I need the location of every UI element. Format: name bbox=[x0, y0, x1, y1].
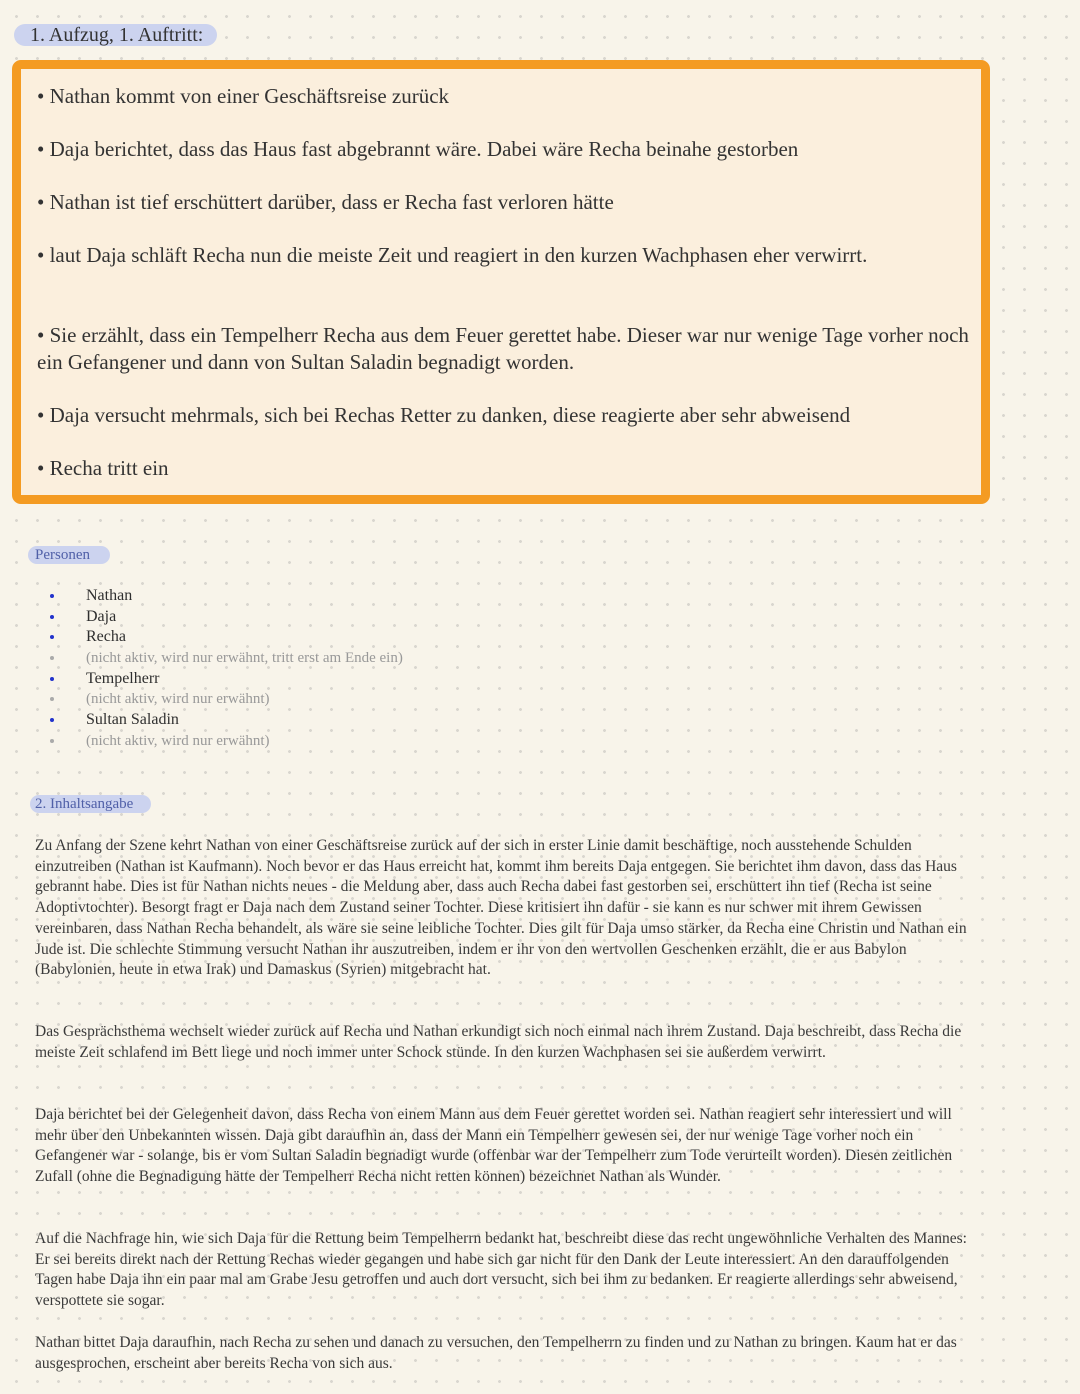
summary-paragraph: Daja berichtet bei der Gelegenheit davon, dass Recha von einem Mann aus dem Feuer gerettet worden sei. Nathan reagiert sehr interessiert und will mehr über den Unbekannten wissen. Daja gibt daraufhin an, dass der Mann ein Tempelherr gewesen sei, der nur wenige Tage vorher noch ein Gefangener war - solange, bis er vom Sultan Saladin begnadigt wurde (offenbar war der Tempelherr zum Tode verurteilt worden). Diesen zeitlichen Zufall (ohne die Begnadigung hätte der Tempelherr Recha nicht retten können) bezeichnet Nathan als Wunder. bbox=[35, 1106, 953, 1186]
list-item bbox=[48, 586, 403, 607]
list-item bbox=[48, 627, 403, 648]
person-name: Nathan bbox=[86, 587, 133, 604]
summary-bullet: • Daja berichtet, dass das Haus fast abgebrannt wäre. Dabei wäre Recha beinahe gestorben bbox=[37, 137, 799, 161]
summary-paragraph: Nathan bittet Daja daraufhin, nach Recha zu sehen und danach zu versuchen, den Tempelherrn zu finden und zu Nathan zu bringen. Kaum hat er das ausgesprochen, erscheint aber bereits Recha von sich aus. bbox=[35, 1334, 957, 1372]
person-name: Sultan Saladin bbox=[86, 711, 179, 729]
bullet-dot-icon bbox=[50, 677, 54, 681]
person-name: Tempelherr bbox=[86, 669, 160, 687]
bullet-dot-icon bbox=[50, 718, 54, 722]
summary-bullet: • Nathan ist tief erschüttert darüber, dass er Recha fast verloren hätte bbox=[37, 190, 614, 214]
summary-box bbox=[12, 60, 990, 504]
list-item bbox=[48, 710, 403, 731]
bullet-dot-icon bbox=[50, 615, 54, 619]
persons-list bbox=[48, 586, 403, 752]
section-heading-aufzug: 1. Aufzug, 1. Auftritt: bbox=[14, 24, 217, 46]
bullet-dot-icon bbox=[50, 656, 54, 660]
list-item bbox=[48, 607, 403, 628]
bullet-dot-icon bbox=[50, 697, 54, 701]
person-name: Recha bbox=[86, 628, 126, 646]
list-item bbox=[48, 689, 403, 710]
summary-bullet: • Daja versucht mehrmals, sich bei Rechas Retter zu danken, diese reagierte aber sehr abweisend bbox=[37, 403, 851, 427]
summary-bullet: • Recha tritt ein bbox=[37, 456, 169, 480]
bullet-dot-icon bbox=[50, 739, 54, 743]
section-heading-inhaltsangabe: 2. Inhaltsangabe bbox=[30, 795, 151, 813]
summary-paragraph: Das Gesprächsthema wechselt wieder zurück auf Recha und Nathan erkundigt sich noch einmal nach ihrem Zustand. Daja beschreibt, dass Recha die meiste Zeit schlafend im Bett liege und noch immer unter Schock stünde. In den kurzen Wachphasen sei sie außerdem verwirrt. bbox=[35, 1023, 962, 1061]
summary-bullet: • laut Daja schläft Recha nun die meiste Zeit und reagiert in den kurzen Wachphasen eher verwirrt. bbox=[37, 243, 868, 267]
list-item bbox=[48, 731, 403, 752]
person-name: Daja bbox=[86, 607, 117, 625]
summary-bullet: • Sie erzählt, dass ein Tempelherr Recha aus dem Feuer gerettet habe. Dieser war nur wenige Tage vorher noch ein Gefangener und dann von Sultan Saladin begnadigt worden. bbox=[37, 323, 969, 374]
person-note: (nicht aktiv, wird nur erwähnt) bbox=[86, 732, 270, 749]
bullet-dot-icon bbox=[50, 594, 54, 598]
person-note: (nicht aktiv, wird nur erwähnt, tritt erst am Ende ein) bbox=[86, 650, 403, 667]
list-item bbox=[48, 669, 403, 690]
section-heading-personen: Personen bbox=[28, 546, 110, 564]
bullet-dot-icon bbox=[50, 635, 54, 639]
person-note: (nicht aktiv, wird nur erwähnt) bbox=[86, 691, 270, 708]
summary-bullet: • Nathan kommt von einer Geschäftsreise zurück bbox=[37, 84, 450, 108]
summary-paragraph: Zu Anfang der Szene kehrt Nathan von einer Geschäftsreise zurück auf der sich in erster Linie damit beschäftige, noch ausstehende Schulden einzutreiben (Nathan ist Kaufmann). Noch bevor er das Haus erreicht hat, kommt ihm bereits Daja entgegen. Sie berichtet ihm davon, dass das Haus gebrannt habe. Dies ist für Nathan nichts neues - die Meldung aber, dass auch Recha dabei fast gestorben sei, erschüttert ihn tief (Recha ist seine Adoptivtochter). Besorgt fragt er Daja nach dem Zustand seiner Tochter. Diese kritisiert ihn dafür - sie kann es nur schwer mit ihrem Gewissen vereinbaren, dass Nathan Recha behandelt, als wäre sie seine leibliche Tochter. Dies gilt für Daja umso stärker, da Recha eine Christin und Nathan ein Jude ist. Die schlechte Stimmung versucht Nathan ihr auszutreiben, indem er ihr von den wertvollen Geschenken erzählt, die er aus Babylon (Babylonien, heute in etwa Irak) und Damaskus (Syrien) mitgebracht hat. bbox=[35, 837, 967, 979]
summary-paragraph: Auf die Nachfrage hin, wie sich Daja für die Rettung beim Tempelherrn bedankt hat, beschreibt diese das recht ungewöhnliche Verhalten des Mannes: Er sei bereits direkt nach der Rettung Rechas wieder gegangen und habe sich gar nicht für den Dank der Leute interessiert. An den darauffolgenden Tagen habe Daja ihn ein paar mal am Grabe Jesu getroffen und auch dort versucht, sich bei ihm zu bedanken. Er reagierte allerdings sehr abweisend, verspottete sie sogar. bbox=[35, 1230, 967, 1310]
list-item bbox=[48, 648, 403, 669]
